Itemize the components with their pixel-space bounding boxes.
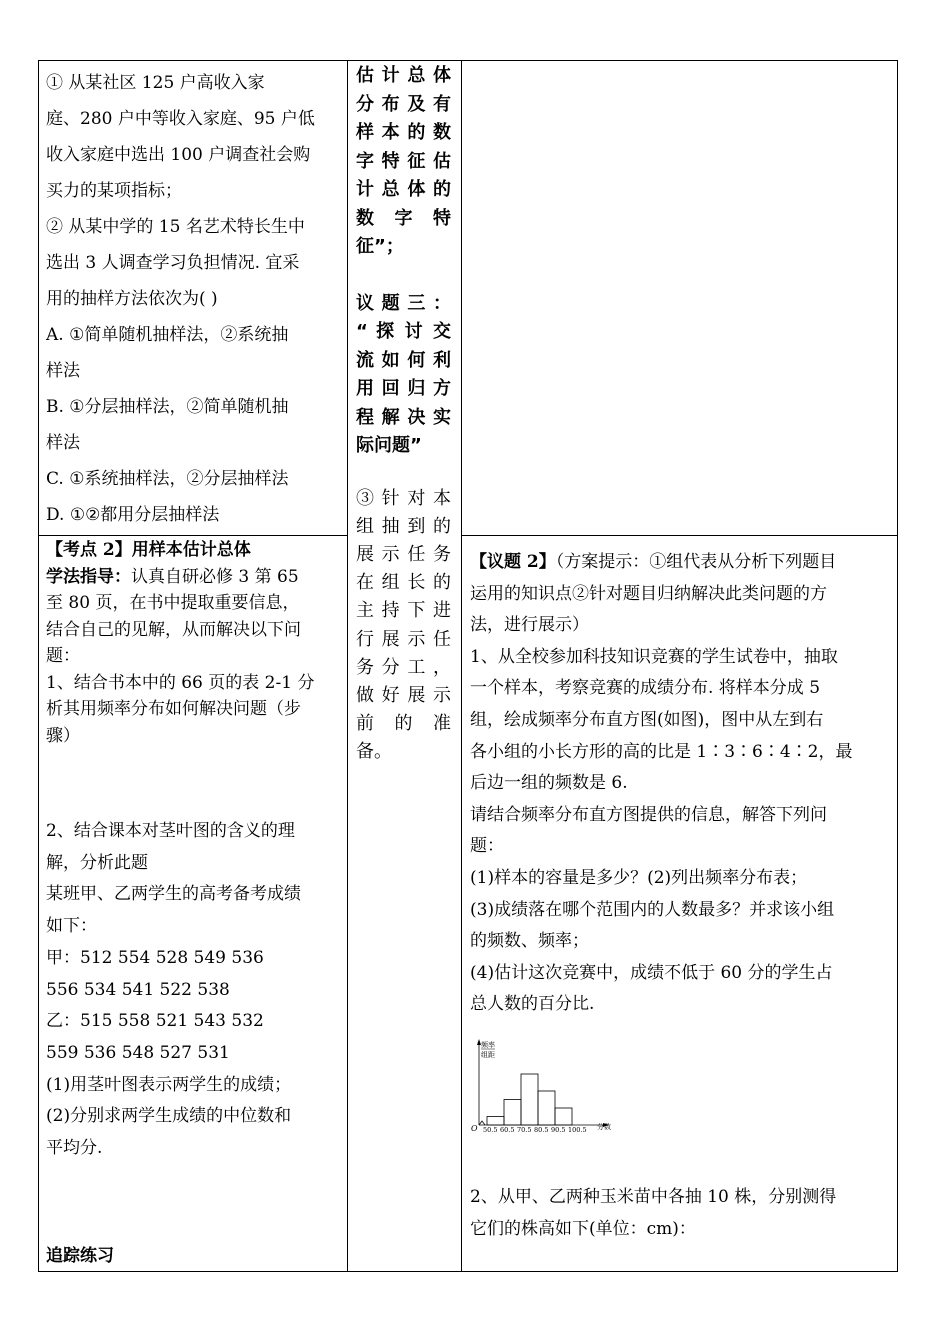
problem-line: 后边一组的频数是 6. bbox=[470, 773, 628, 794]
question-1-line: 1、结合书本中的 66 页的表 2-1 分 bbox=[46, 672, 315, 693]
corn-line: 它们的株高如下(单位：cm)： bbox=[470, 1218, 696, 1239]
histogram-bar bbox=[521, 1074, 538, 1125]
question-line: 买力的某项指标； bbox=[46, 181, 182, 201]
corn-problem bbox=[470, 1182, 890, 1245]
question-line: 收入家庭中选出 100 户调查社会购 bbox=[46, 145, 311, 165]
origin-label: O bbox=[471, 1124, 478, 1132]
tick-label: 70.5 bbox=[517, 1126, 532, 1132]
study-guide-line: 认真自研必修 3 第 65 bbox=[131, 566, 299, 587]
middle-text-line: 用回归方 bbox=[356, 378, 451, 399]
problem-line: 总人数的百分比. bbox=[470, 994, 595, 1015]
middle-text-line: 务 分 工 ， bbox=[356, 656, 451, 678]
middle-text-line: 估计总体 bbox=[356, 65, 451, 86]
question-2-line: (2)分别求两学生成绩的中位数和 bbox=[46, 1106, 292, 1127]
problem-line: (1)样本的容量是多少？(2)列出频率分布表； bbox=[470, 867, 808, 888]
study-guide bbox=[46, 564, 342, 591]
histogram-ticks bbox=[483, 1126, 587, 1132]
middle-text-line: 主 持 下 进 bbox=[356, 600, 451, 622]
middle-text-line: 际问题” bbox=[356, 435, 422, 456]
tick-label: 50.5 bbox=[483, 1126, 498, 1132]
question-2-line: 平均分. bbox=[46, 1138, 103, 1159]
middle-text-line: 行 展 示 任 bbox=[356, 628, 451, 650]
question-1-line: 骤） bbox=[46, 725, 80, 746]
histogram-problem bbox=[470, 642, 890, 1021]
question-line: C. ①系统抽样法，②分层抽样法 bbox=[46, 469, 289, 489]
study-guide-label: 学法指导： bbox=[46, 566, 131, 587]
topic2-intro bbox=[470, 547, 890, 579]
question-line: A. ①简单随机抽样法，②系统抽 bbox=[46, 325, 289, 345]
question-2-line: (1)用茎叶图表示两学生的成绩； bbox=[46, 1074, 292, 1095]
middle-text-line: 备。 bbox=[356, 741, 392, 763]
middle-text-line: 在 组 长 的 bbox=[356, 572, 451, 594]
question-line: ② 从某中学的 15 名艺术特长生中 bbox=[46, 217, 305, 237]
middle-text-line: 做 好 展 示 bbox=[356, 684, 451, 706]
middle-text-line: 组 抽 到 的 bbox=[356, 515, 451, 537]
question-line: ① 从某社区 125 户高收入家 bbox=[46, 73, 265, 93]
row-divider-right bbox=[461, 535, 897, 536]
left-bottom-cell bbox=[46, 537, 342, 749]
left-top-cell bbox=[46, 65, 342, 533]
question-2-line: 某班甲、乙两学生的高考备考成绩 bbox=[46, 884, 301, 905]
sampling-question bbox=[46, 65, 342, 533]
row-divider-left bbox=[39, 535, 347, 536]
histogram-bar bbox=[487, 1117, 504, 1126]
x-axis-label: 分数 bbox=[597, 1123, 611, 1131]
problem-line: 组，绘成频率分布直方图(如图)，图中从左到右 bbox=[470, 709, 824, 730]
question-line: 选出 3 人调查学习负担情况. 宜采 bbox=[46, 253, 300, 273]
middle-text-line: 计总体的 bbox=[356, 179, 451, 200]
question-2-line: 如下： bbox=[46, 916, 97, 937]
tick-label: 80.5 bbox=[534, 1126, 549, 1132]
hint-line: 法，进行展示） bbox=[470, 615, 589, 636]
study-guide-line: 题： bbox=[46, 646, 80, 666]
study-guide-line: 结合自己的见解，从而解决以下问 bbox=[46, 619, 301, 640]
axis-break bbox=[479, 1121, 485, 1125]
middle-text-line: 议 题 三 ： bbox=[356, 292, 451, 314]
question-line: D. ①②都用分层抽样法 bbox=[46, 505, 220, 525]
middle-text-line: “ 探 讨 交 bbox=[356, 321, 451, 342]
middle-text-line: 前 的 准 bbox=[356, 713, 451, 735]
tick-label: 100.5 bbox=[568, 1126, 587, 1132]
topic-3-text bbox=[356, 290, 451, 461]
middle-text-line: 程解决实 bbox=[356, 406, 451, 428]
question-line: 庭、280 户中等收入家庭、95 户低 bbox=[46, 109, 315, 129]
question-2-line: 2、结合课本对茎叶图的含义的理 bbox=[46, 821, 295, 841]
question-2-line: 556 534 541 522 538 bbox=[46, 979, 230, 1000]
topic-text-a bbox=[356, 62, 451, 262]
histogram-bars bbox=[487, 1074, 572, 1125]
middle-text-line: 展 示 任 务 bbox=[356, 543, 451, 565]
problem-line: (4)估计这次竞赛中，成绩不低于 60 分的学生占 bbox=[470, 962, 833, 983]
study-guide-line: 至 80 页，在书中提取重要信息， bbox=[46, 593, 300, 613]
topic2-right-heading: 【议题 2】 bbox=[470, 552, 556, 572]
middle-text-line: 数 字 特 bbox=[356, 207, 451, 229]
middle-text-line: 样本的数 bbox=[356, 122, 451, 143]
problem-line: 1、从全校参加科技知识竞赛的学生试卷中，抽取 bbox=[470, 646, 838, 667]
right-bottom-cell bbox=[470, 547, 890, 1021]
question-line: 样法 bbox=[46, 361, 80, 381]
frequency-histogram bbox=[465, 1037, 625, 1132]
hint-line: （方案提示：①组代表从分析下列题目 bbox=[555, 552, 837, 572]
question-1-line: 析其用频率分布如何解决问题（步 bbox=[46, 699, 301, 719]
stem-leaf-question bbox=[46, 816, 342, 1165]
problem-line: 一个样本，考察竞赛的成绩分布. 将样本分成 5 bbox=[470, 678, 821, 699]
tick-label: 60.5 bbox=[500, 1126, 515, 1132]
tick-label: 90.5 bbox=[551, 1126, 566, 1132]
question-2-line: 解，分析此题 bbox=[46, 852, 148, 873]
question-2-line: 乙：515 558 521 543 532 bbox=[46, 1011, 264, 1032]
middle-text-line: 字特征估 bbox=[356, 150, 451, 172]
y-label-bottom: 组距 bbox=[481, 1051, 495, 1059]
column-divider-1 bbox=[347, 61, 348, 1271]
y-label-top: 频率 bbox=[481, 1041, 495, 1049]
middle-text-line: 征”； bbox=[356, 236, 404, 257]
problem-line: 题： bbox=[470, 836, 504, 857]
middle-text-line: 流如何利 bbox=[356, 349, 451, 371]
histogram-bar bbox=[555, 1108, 572, 1125]
problem-line: 的频数、频率； bbox=[470, 931, 589, 952]
corn-line: 2、从甲、乙两种玉米苗中各抽 10 株，分别测得 bbox=[470, 1187, 837, 1207]
middle-text-line: 分布及有 bbox=[356, 93, 451, 115]
question-2-line: 559 536 548 527 531 bbox=[46, 1042, 230, 1063]
question-line: 样法 bbox=[46, 433, 80, 453]
question-line: 用的抽样方法依次为( ) bbox=[46, 289, 218, 309]
problem-line: 请结合频率分布直方图提供的信息，解答下列问 bbox=[470, 804, 827, 825]
problem-line: (3)成绩落在哪个范围内的人数最多？并求该小组 bbox=[470, 899, 835, 920]
question-line: B. ①分层抽样法，②简单随机抽 bbox=[46, 397, 289, 417]
presentation-instructions bbox=[356, 485, 451, 767]
column-divider-2 bbox=[461, 61, 462, 1271]
question-2-block bbox=[46, 816, 342, 1165]
hint-line: 运用的知识点②针对题目归纳解决此类问题的方 bbox=[470, 583, 827, 604]
problem-line: 各小组的小长方形的高的比是 1∶3∶6∶4∶2，最 bbox=[470, 741, 853, 762]
question-2-line: 甲：512 554 528 549 536 bbox=[46, 947, 264, 968]
middle-column bbox=[356, 62, 451, 767]
histogram-bar bbox=[504, 1100, 521, 1126]
middle-text-line: ③ 针 对 本 bbox=[356, 487, 451, 509]
topic2-heading: 【考点 2】用样本估计总体 bbox=[46, 540, 251, 560]
tracking-practice-label: 追踪练习 bbox=[46, 1246, 114, 1266]
histogram-bar bbox=[538, 1091, 555, 1125]
